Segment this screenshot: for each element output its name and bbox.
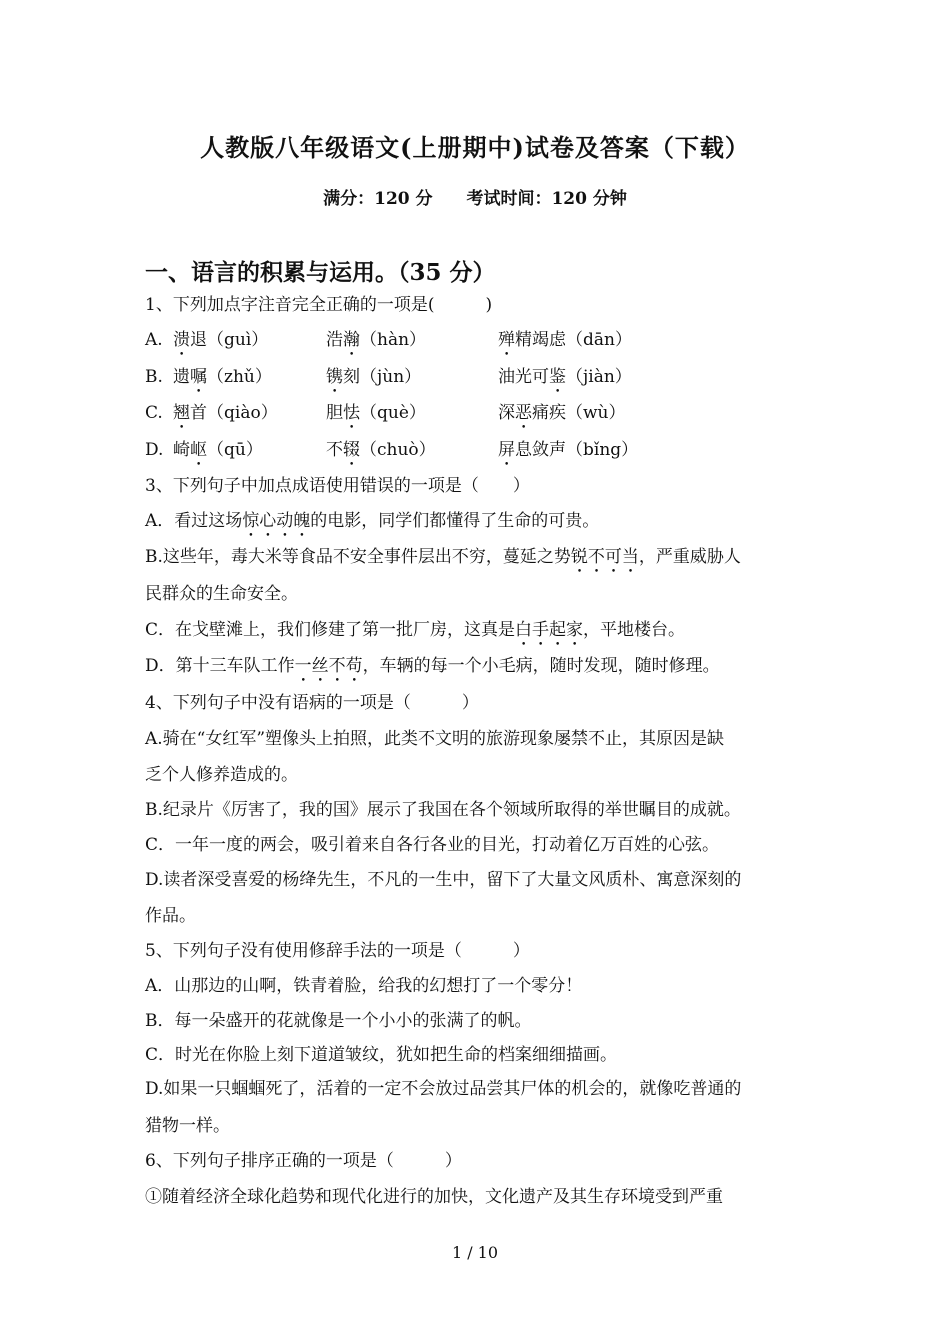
- q4-stem: 4、下列句子中没有语病的一项是（ ）: [145, 693, 479, 713]
- section-heading: 一、语言的积累与运用。（35 分）: [145, 259, 496, 286]
- option-label: B.: [145, 367, 163, 387]
- option-word: 屏息敛声（bǐng）: [498, 440, 639, 460]
- q3-stem: 3、下列句子中加点成语使用错误的一项是（ ）: [145, 476, 530, 496]
- option-label: C.: [145, 403, 163, 423]
- q6-stem: 6、下列句子排序正确的一项是（ ）: [145, 1151, 462, 1171]
- q4-option-c: C．一年一度的两会，吸引着来自各行各业的目光，打动着亿万百姓的心弦。: [145, 835, 720, 855]
- q4-option-b: B.纪录片《厉害了，我的国》展示了我国在各个领域所取得的举世瞩目的成就。: [145, 800, 741, 820]
- option-label: D.: [145, 440, 164, 460]
- q4-option-a-cont: 乏个人修养造成的。: [145, 765, 298, 785]
- q5-option-d-cont: 猎物一样。: [145, 1116, 230, 1136]
- page-number: 1 / 10: [451, 1243, 499, 1262]
- q3-option-a: A．看过这场惊心动魄的电影，同学们都懂得了生命的可贵。: [145, 511, 600, 531]
- option-word: 不辍（chuò）: [326, 440, 436, 460]
- option-word: 溃退（guì）: [173, 330, 269, 350]
- q3-option-d: D．第十三车队工作一丝不苟，车辆的每一个小毛病，随时发现，随时修理。: [145, 656, 720, 676]
- q5-stem: 5、下列句子没有使用修辞手法的一项是（ ）: [145, 941, 530, 961]
- full-score: 满分：120 分: [323, 189, 433, 209]
- exam-time: 考试时间：120 分钟: [466, 189, 627, 209]
- exam-meta: [0, 184, 950, 209]
- option-word: 崎岖（qū）: [173, 440, 263, 460]
- q5-option-c: C．时光在你脸上刻下道道皱纹，犹如把生命的档案细细描画。: [145, 1045, 618, 1065]
- option-label: A.: [145, 330, 163, 350]
- q5-option-d: D.如果一只蝈蝈死了，活着的一定不会放过品尝其尸体的机会的，就像吃普通的: [145, 1079, 742, 1099]
- q5-option-b: B．每一朵盛开的花就像是一个小小的张满了的帆。: [145, 1011, 532, 1031]
- q3-option-b: B.这些年，毒大米等食品不安全事件层出不穷，蔓延之势锐不可当，严重威胁人: [145, 547, 741, 567]
- q3-option-c: C．在戈壁滩上，我们修建了第一批厂房，这真是白手起家，平地楼台。: [145, 620, 686, 640]
- q4-option-d-cont: 作品。: [145, 906, 196, 926]
- option-word: 翘首（qiào）: [173, 403, 278, 423]
- q1-stem: 1、下列加点字注音完全正确的一项是( ): [145, 295, 493, 315]
- q6-sentence-1: ①随着经济全球化趋势和现代化进行的加快，文化遗产及其生存环境受到严重: [145, 1187, 723, 1207]
- option-word: 胆怯（què）: [326, 403, 426, 423]
- q4-option-a: A.骑在“女红军”塑像头上拍照，此类不文明的旅游现象屡禁不止，其原因是缺: [145, 729, 725, 749]
- option-word: 油光可鉴（jiàn）: [498, 367, 632, 387]
- option-word: 浩瀚（hàn）: [326, 330, 427, 350]
- q4-option-d: D.读者深受喜爱的杨绛先生，不凡的一生中，留下了大量文风质朴、寓意深刻的: [145, 870, 742, 890]
- option-word: 深恶痛疾（wù）: [498, 403, 626, 423]
- q3-option-b-cont: 民群众的生命安全。: [145, 584, 298, 604]
- option-word: 遗嘱（zhǔ）: [173, 367, 272, 387]
- option-word: 殚精竭虑（dān）: [498, 330, 632, 350]
- exam-title: 人教版八年级语文(上册期中)试卷及答案（下载）: [200, 133, 750, 162]
- q5-option-a: A．山那边的山啊，铁青着脸，给我的幻想打了一个零分！: [145, 976, 583, 996]
- option-word: 镌刻（jùn）: [326, 367, 422, 387]
